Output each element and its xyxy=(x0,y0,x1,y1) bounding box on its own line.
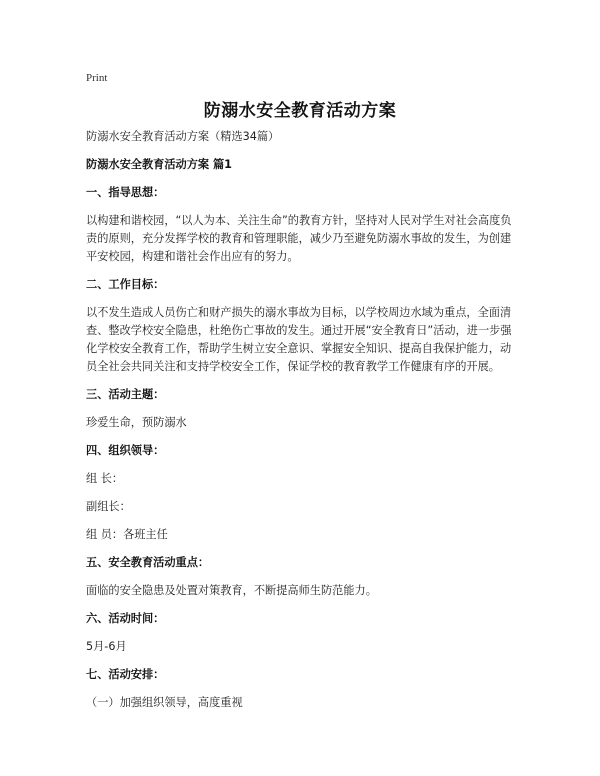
document-title: 防溺水安全教育活动方案 xyxy=(203,101,397,121)
heading-work-goals: 二、工作目标： xyxy=(86,278,165,291)
paragraph-education-focus: 面临的安全隐患及处置对策教育，不断提高师生防范能力。 xyxy=(86,584,377,597)
org-deputy-leader: 副组长： xyxy=(86,500,131,513)
document-content xyxy=(86,128,516,722)
heading-activity-arrangement: 七、活动安排： xyxy=(86,668,165,681)
print-link[interactable]: Print xyxy=(86,72,108,84)
org-members: 组 员：各班主任 xyxy=(86,528,168,541)
heading-activity-time: 六、活动时间： xyxy=(86,612,165,625)
arrangement-item-1: （一）加强组织领导，高度重视 xyxy=(86,696,243,709)
heading-guiding-ideology: 一、指导思想： xyxy=(86,186,165,199)
heading-organization: 四、组织领导： xyxy=(86,444,165,457)
paragraph-activity-theme: 珍爱生命，预防溺水 xyxy=(86,416,187,429)
heading-education-focus: 五、安全教育活动重点： xyxy=(86,556,210,569)
heading-activity-theme: 三、活动主题： xyxy=(86,388,165,401)
paragraph-guiding-ideology: 以构建和谐校园，“以人为本、关注生命”的教育方针，坚持对人民对学生对社会高度负责的原则，充分发挥学校的教育和管理职能，减少乃至避免防溺水事故的发生，为创建平安校园，构建和谐社会作出应有的努力。 xyxy=(86,214,512,263)
org-leader: 组 长： xyxy=(86,472,124,485)
paragraph-activity-time: 5月-6月 xyxy=(86,640,127,653)
paragraph-work-goals: 以不发生造成人员伤亡和财产损失的溺水事故为目标，以学校周边水域为重点，全面清查、整改学校安全隐患，杜绝伤亡事故的发生。通过开展“安全教育日”活动，进一步强化学校安全教育工作，帮助学生树立安全意识、掌握安全知识、提高自我保护能力，动员全社会共同关注和支持学校安全工作，保证学校的教育教学工作健康有序的开展。 xyxy=(86,306,512,373)
subtitle: 防溺水安全教育活动方案（精选34篇） xyxy=(86,130,280,143)
section-title: 防溺水安全教育活动方案 篇1 xyxy=(86,158,232,171)
